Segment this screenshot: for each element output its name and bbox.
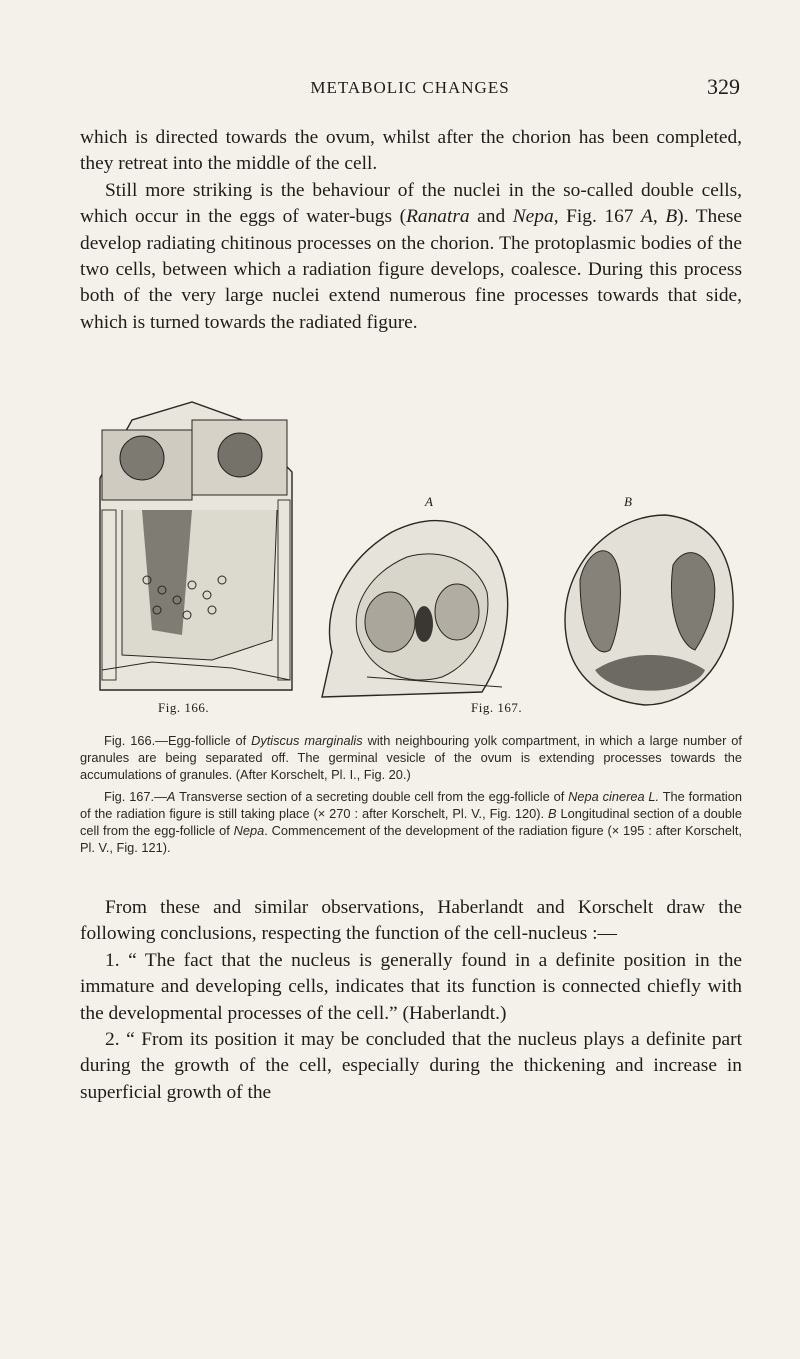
p2-b-label: B [665, 206, 678, 228]
paragraph-1: which is directed towards the ovum, whilst after the chorion has been completed, they retreat into the middle of the cell. [80, 127, 742, 175]
p2-text-a: Still more striking is the behaviour of the nuclei in the so-called double cells, which occur in the eggs of water-bugs ( [80, 179, 742, 228]
paragraph-2 [80, 178, 742, 336]
paragraph-4: 1. “ The fact that the nucleus is generally found in a definite position in the immature and developing cells, indicates that its function is connected chiefly with the developmental processes of the cell.” (Haberlandt.) [80, 949, 742, 1024]
body-text-bottom [80, 895, 742, 1106]
paragraph-5: 2. “ From its position it may be concluded that the nucleus plays a definite part during the growth of the cell, especially during the thickening and increase in superficial growth of the [80, 1029, 742, 1103]
caption-167-a-label: A [166, 788, 176, 804]
caption-167-nepa: Nepa [233, 823, 265, 839]
page-header [80, 74, 740, 104]
double-cell-transverse-illustration [312, 502, 542, 702]
p2-a-label: A [641, 206, 653, 228]
caption-167-species: Nepa cinerea L. [568, 788, 660, 804]
body-text-top [80, 125, 742, 336]
caption-167-b-label: B [547, 805, 557, 821]
fig-167-sub-a: A [425, 494, 433, 509]
fig-167-sub-b: B [624, 494, 632, 509]
figure-captions [80, 732, 742, 860]
caption-167-b: Transverse section of a secreting double cell from the egg-follicle of [175, 788, 569, 804]
p2-nepa: Nepa [512, 206, 554, 228]
p2-fig: , Fig. 167 [553, 206, 642, 228]
p2-comma: , [652, 206, 666, 228]
figures-area [80, 392, 742, 722]
running-head: METABOLIC CHANGES [310, 78, 510, 97]
p2-ranatra: Ranatra [406, 206, 470, 228]
fig-167-label: Fig. 167. [471, 700, 523, 715]
caption-167-c: The formation of the radiation figure is still taking place (× 270 : after Korschelt, Pl. V., Fig. 120). [80, 788, 742, 821]
p2-text-b: ). These develop radiating chitinous processes on the chorion. The protoplasmic bodies of the two cells, between which a radiation figure develops, coalesce. During this process both of the very large nuclei extend numerous fine processes towards that side, which is turned towards the radiated figure. [80, 206, 742, 333]
egg-follicle-illustration [92, 400, 304, 700]
p2-and: and [469, 206, 513, 228]
caption-166-b: with neighbouring yolk compartment, in which a large number of granules are being separated off. The germinal vesicle of the ovum is extending processes towards the accumulations of granules. (After Korschelt, Pl. I., Fig. 20.) [80, 733, 742, 783]
caption-166-a: Fig. 166.—Egg-follicle of [104, 733, 252, 748]
caption-167-d: Longitudinal section of a double cell from the egg-follicle of [80, 805, 742, 839]
caption-fig-166 [80, 732, 742, 784]
caption-166-species: Dytiscus marginalis [251, 733, 363, 748]
fig-166-label: Fig. 166. [158, 700, 210, 715]
caption-167-e: . Commencement of the development of the radiation figure (× 195 : after Korschelt, Pl. V., Fig. 121). [80, 823, 742, 856]
paragraph-3: From these and similar observations, Haberlandt and Korschelt draw the following conclusions, respecting the function of the cell-nucleus :— [80, 897, 742, 945]
caption-fig-167 [80, 788, 742, 857]
caption-167-a: Fig. 167.— [104, 788, 167, 804]
double-cell-longitudinal-illustration [555, 500, 740, 710]
page-number: 329 [707, 74, 740, 99]
